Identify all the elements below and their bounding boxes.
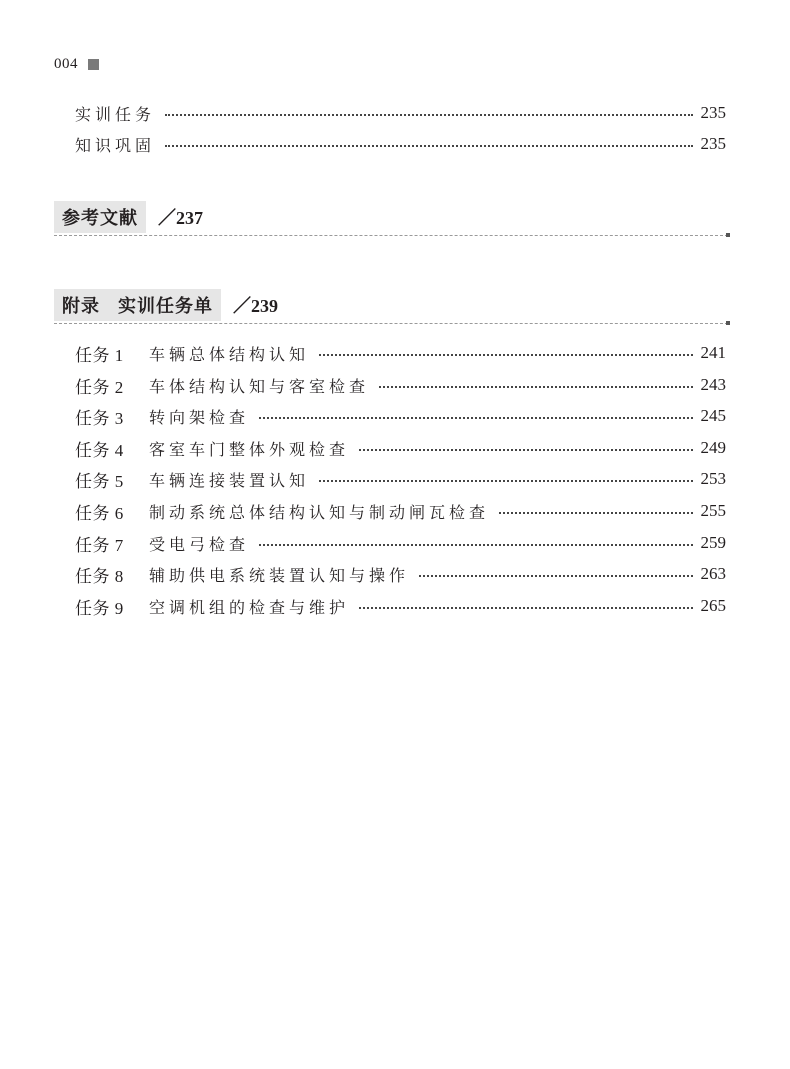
dot-leader [165, 114, 692, 116]
task-page: 249 [700, 438, 726, 457]
task-page: 255 [700, 501, 726, 520]
task-page: 253 [700, 469, 726, 488]
dot-leader [359, 449, 692, 451]
task-entry[interactable] [75, 595, 726, 617]
page-header [54, 56, 99, 73]
dot-leader [259, 417, 692, 419]
toc-entry-page: 235 [700, 134, 726, 153]
task-entry[interactable] [75, 405, 726, 427]
toc-entry-title: 知识巩固 [75, 135, 156, 155]
task-page: 245 [700, 406, 726, 425]
section-title-text: 参考文献 [62, 208, 138, 229]
dot-leader [319, 480, 692, 482]
task-entry[interactable] [75, 563, 726, 585]
task-title: 辅助供电系统装置认知与操作 [149, 565, 410, 585]
task-number: 任务 2 [75, 377, 124, 397]
task-entry[interactable] [75, 532, 726, 554]
task-entry[interactable] [75, 342, 726, 364]
dot-leader [259, 544, 692, 546]
task-title: 空调机组的检查与维护 [149, 597, 350, 617]
dot-leader [359, 607, 692, 609]
task-page: 243 [700, 375, 726, 394]
toc-entry[interactable] [75, 102, 726, 124]
dot-leader [379, 386, 692, 388]
task-entry[interactable] [75, 437, 726, 459]
dot-leader [499, 512, 692, 514]
task-number: 任务 6 [75, 503, 124, 523]
task-number: 任务 9 [75, 598, 124, 618]
task-entry[interactable] [75, 374, 726, 396]
task-title: 转向架检查 [149, 407, 250, 427]
task-title: 车辆总体结构认知 [149, 344, 310, 364]
task-title: 客室车门整体外观检查 [149, 439, 350, 459]
section-page: ／239 [233, 296, 278, 316]
appendix-title-b: 实训任务单 [118, 296, 213, 317]
section-title [54, 201, 146, 233]
task-number: 任务 8 [75, 566, 124, 586]
dot-leader [165, 145, 692, 147]
dot-leader [319, 354, 692, 356]
task-number: 任务 1 [75, 345, 124, 365]
section-rule [54, 235, 728, 236]
task-title: 制动系统总体结构认知与制动闸瓦检查 [149, 502, 490, 522]
task-number: 任务 5 [75, 471, 124, 491]
task-page: 241 [700, 343, 726, 362]
rule-end-icon [726, 321, 730, 325]
section-rule [54, 323, 728, 324]
task-page: 265 [700, 596, 726, 615]
task-entry[interactable] [75, 468, 726, 490]
dot-leader [419, 575, 692, 577]
page-number: 004 [54, 56, 78, 72]
toc-entry-title: 实训任务 [75, 104, 156, 124]
task-number: 任务 7 [75, 535, 124, 555]
header-square-icon [88, 59, 99, 70]
task-page: 263 [700, 564, 726, 583]
section-page: ／237 [158, 208, 203, 228]
section-references[interactable] [54, 201, 728, 236]
rule-end-icon [726, 233, 730, 237]
task-entry[interactable] [75, 500, 726, 522]
task-title: 车体结构认知与客室检查 [149, 376, 370, 396]
appendix-title-a: 附录 [62, 296, 100, 317]
section-appendix[interactable] [54, 289, 728, 324]
task-title: 受电弓检查 [149, 534, 250, 554]
task-number: 任务 4 [75, 440, 124, 460]
toc-entry-page: 235 [700, 103, 726, 122]
task-page: 259 [700, 533, 726, 552]
task-title: 车辆连接装置认知 [149, 470, 310, 490]
section-title [54, 289, 221, 321]
task-number: 任务 3 [75, 408, 124, 428]
toc-entry[interactable] [75, 133, 726, 155]
